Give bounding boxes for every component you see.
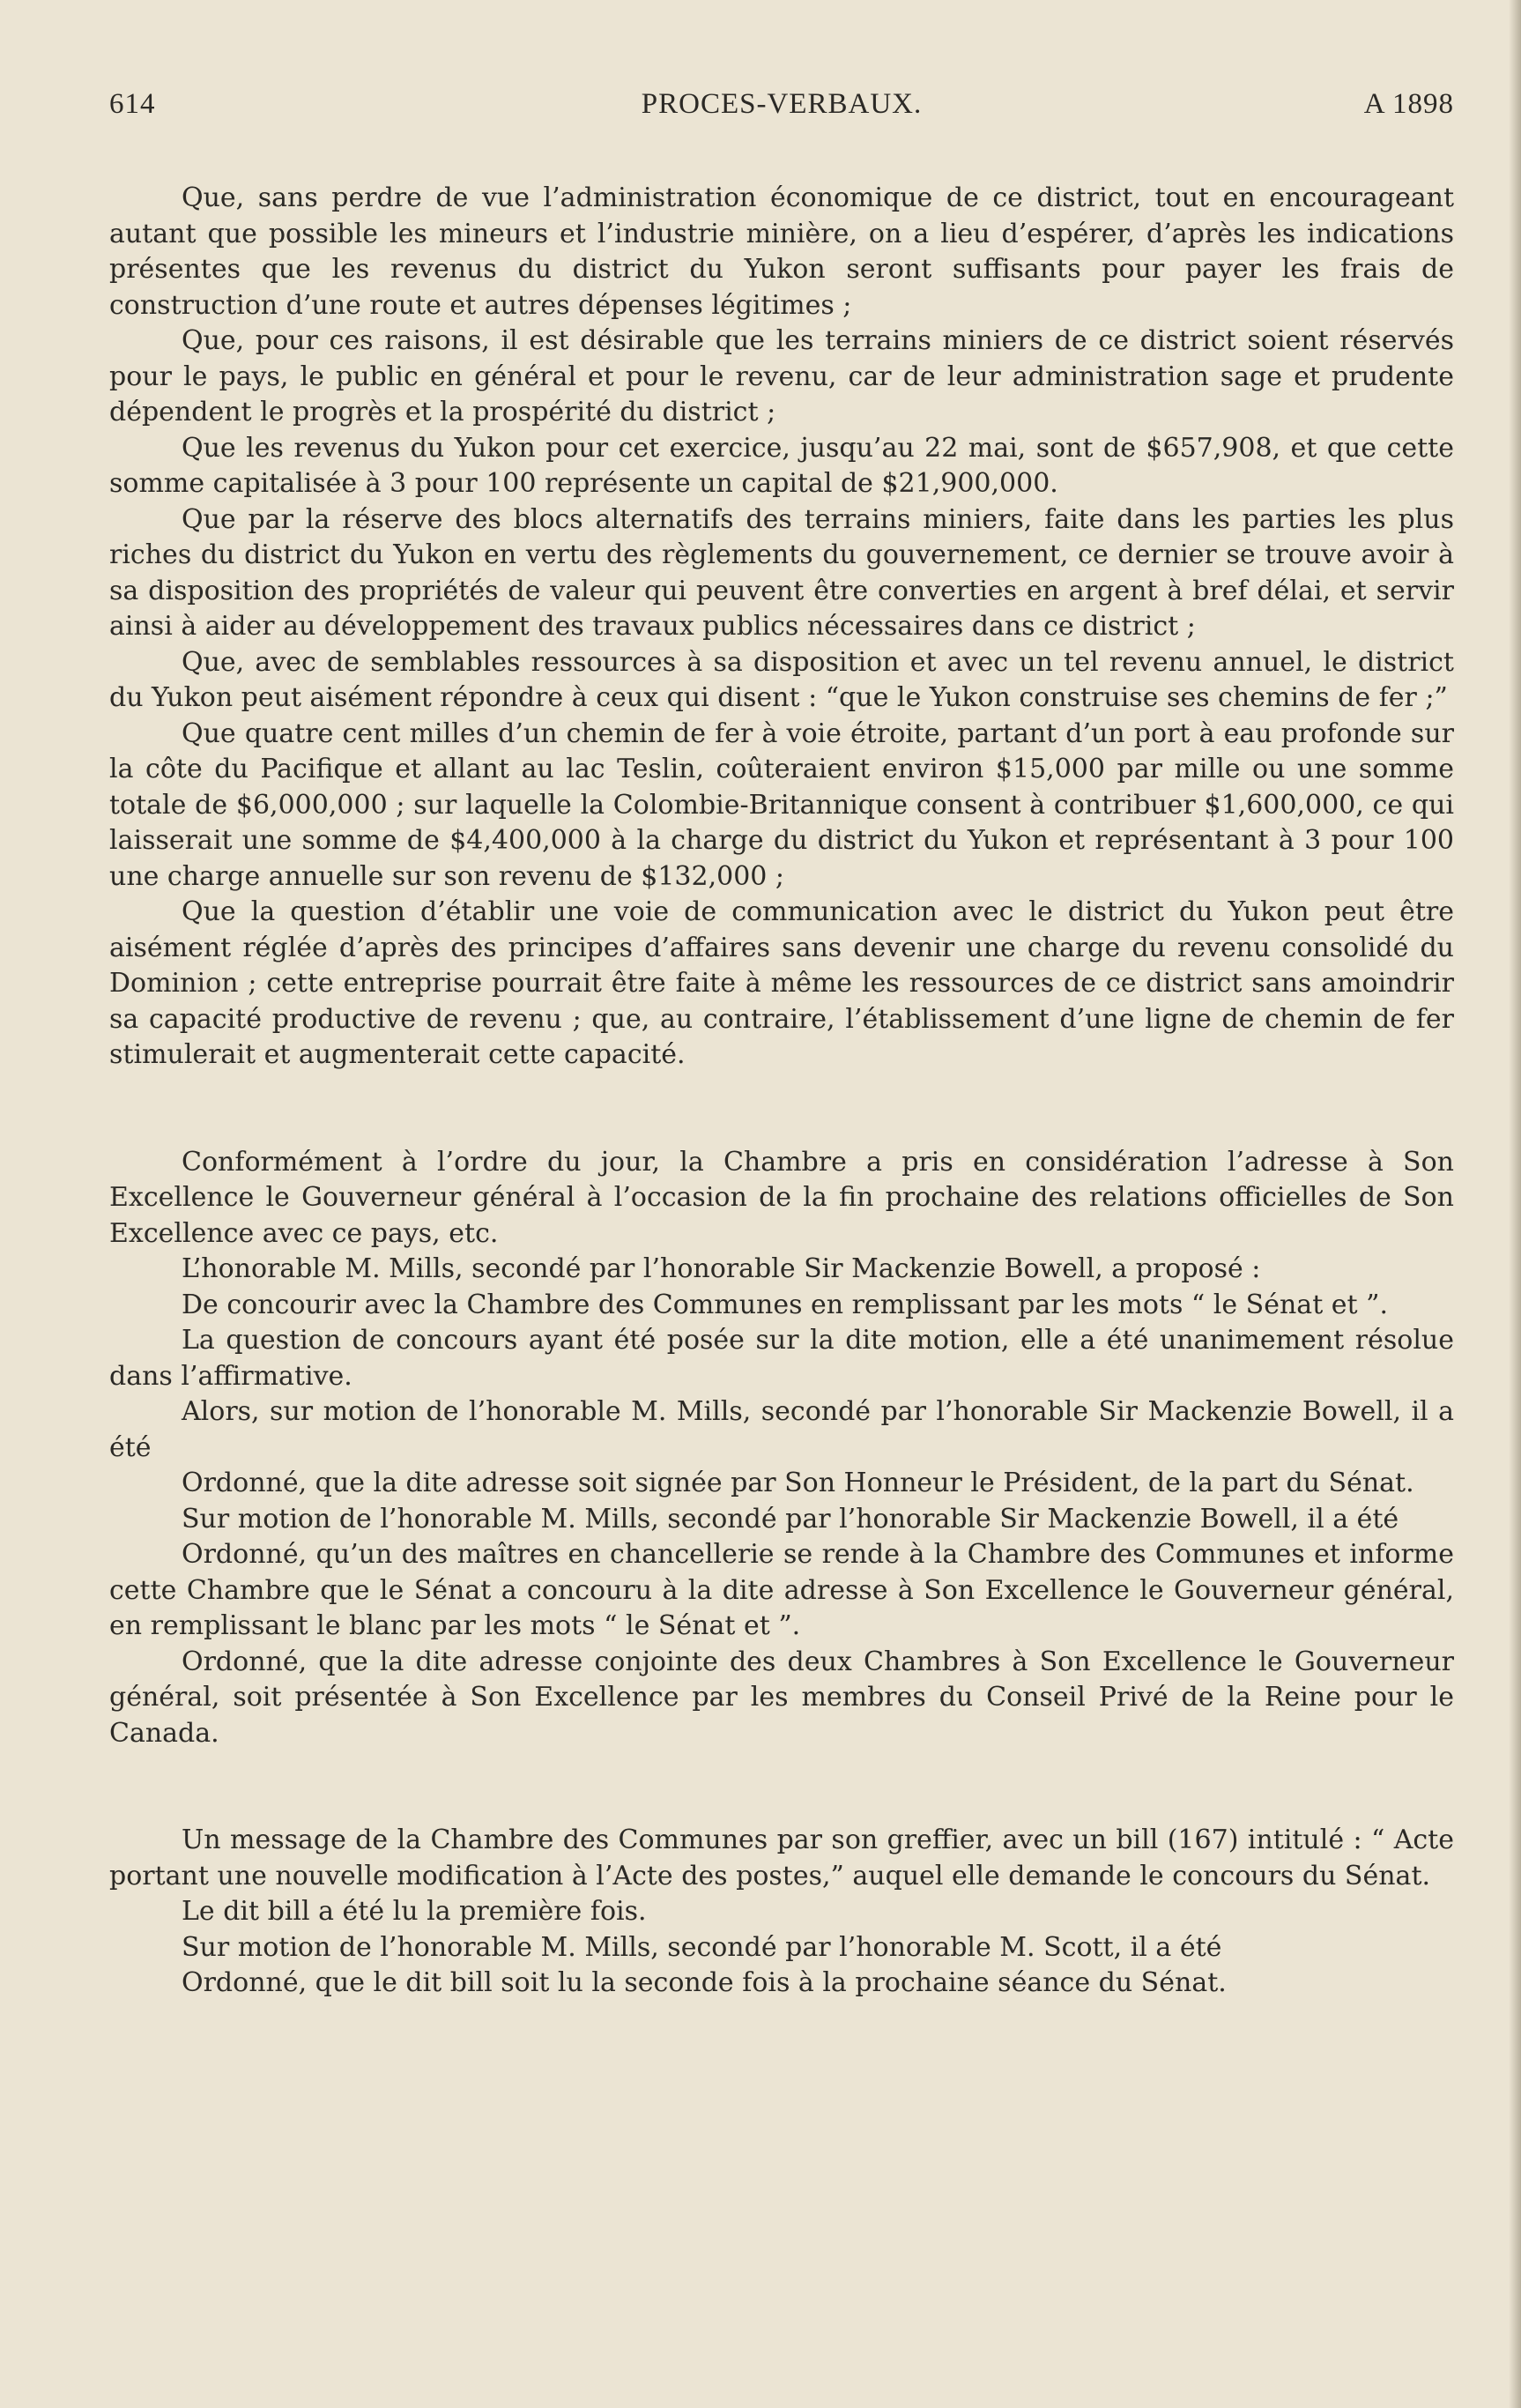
paragraph: Que quatre cent milles d’un chemin de fer à voie étroite, partant d’un port à eau profonde sur la côte du Pacifique et allant au lac Teslin, coûteraient environ $15,000 par mille ou une somme totale de $6,000,000 ; sur laquelle la Colombie-Britannique consent à contribuer $1,600,000, ce qui laisserait une somme de $4,400,000 à la charge du district du Yukon et représentant à 3 pour 100 une charge annuelle sur son revenu de $132,000 ; (109, 717, 1454, 892)
paragraph: Conformément à l’ordre du jour, la Chambre a pris en considération l’adresse à Son Excellence le Gouverneur général à l’occasion de la fin prochaine des relations officielles de Son Excellence avec ce pays, etc. (109, 1146, 1454, 1249)
paragraph: Que, pour ces raisons, il est désirable que les terrains miniers de ce district soient réservés pour le pays, le public en général et pour le revenu, car de leur administration sage et prudente dépendent le progrès et la prospérité du district ; (109, 325, 1454, 427)
session-year: A 1898 (1363, 88, 1454, 120)
paragraph: Que, avec de semblables ressources à sa disposition et avec un tel revenu annuel, le district du Yukon peut aisément répondre à ceux qui disent : “que le Yukon construise ses chemins de fer ;” (109, 646, 1454, 713)
paragraph: Alors, sur motion de l’honorable M. Mills, secondé par l’honorable Sir Mackenzie Bowell, il a été (109, 1396, 1454, 1463)
paragraph: Que les revenus du Yukon pour cet exercice, jusqu’au 22 mai, sont de $657,908, et que cette somme capitalisée à 3 pour 100 représente un capital de $21,900,000. (109, 432, 1454, 499)
running-title: PROCES-VERBAUX. (641, 88, 923, 120)
page-body (109, 181, 1454, 2002)
paragraph: Que par la réserve des blocs alternatifs des terrains miniers, faite dans les parties les plus riches du district du Yukon en vertu des règlements du gouvernement, ce dernier se trouve avoir à sa disposition des propriétés de valeur qui peuvent être converties en argent à bref délai, et servir ainsi à aider au développement des travaux publics nécessaires dans ce district ; (109, 503, 1454, 642)
section-spacer (109, 1074, 1454, 1145)
paragraph: Le dit bill a été lu la première fois. (182, 1896, 647, 1927)
page-header (109, 88, 1454, 132)
paragraph: Un message de la Chambre des Communes par son greffier, avec un bill (167) intitulé : “ Acte portant une nouvelle modification à l’Acte des postes,” auquel elle demande le concours du Sénat. (109, 1825, 1454, 1891)
paragraph: De concourir avec la Chambre des Communes en remplissant par les mots “ le Sénat et ”. (182, 1289, 1388, 1320)
paragraph: Ordonné, que la dite adresse soit signée par Son Honneur le Président, de la part du Sénat. (182, 1468, 1414, 1498)
page-edge-shadow (1509, 0, 1521, 2408)
page-number: 614 (109, 88, 156, 120)
paragraph: Ordonné, que le dit bill soit lu la seconde fois à la prochaine séance du Sénat. (182, 1967, 1227, 1998)
section-spacer (109, 1751, 1454, 1823)
resolutions-block (109, 181, 1454, 1074)
paragraph: L’honorable M. Mills, secondé par l’honorable Sir Mackenzie Bowell, a proposé : (182, 1253, 1261, 1284)
paragraph: Sur motion de l’honorable M. Mills, secondé par l’honorable Sir Mackenzie Bowell, il a été (182, 1503, 1399, 1535)
paragraph: Ordonné, que la dite adresse conjointe des deux Chambres à Son Excellence le Gouverneur général, soit présentée à Son Excellence par les membres du Conseil Privé de la Reine pour le Canada. (109, 1646, 1454, 1749)
paragraph: Que la question d’établir une voie de communication avec le district du Yukon peut être aisément réglée d’après des principes d’affaires sans devenir une charge du revenu consolidé du Dominion ; cette entreprise pourrait être faite à même les ressources de ce district sans amoindrir sa capacité productive de revenu ; que, au contraire, l’établissement d’une ligne de chemin de fer stimulerait et augmenterait cette capacité. (109, 896, 1454, 1070)
bill-message-block (109, 1823, 1454, 2002)
paragraph: La question de concours ayant été posée sur la dite motion, elle a été unanimement résolue dans l’affirmative. (109, 1325, 1454, 1392)
paragraph: Sur motion de l’honorable M. Mills, secondé par l’honorable M. Scott, il a été (182, 1931, 1222, 1963)
paragraph: Que, sans perdre de vue l’administration économique de ce district, tout en encourageant autant que possible les mineurs et l’industrie minière, on a lieu d’espérer, d’après les indications présentes que les revenus du district du Yukon seront suffisants pour payer les frais de construction d’une route et autres dépenses légitimes ; (109, 182, 1454, 321)
paragraph: Ordonné, qu’un des maîtres en chancellerie se rende à la Chambre des Communes et informe cette Chambre que le Sénat a concouru à la dite adresse à Son Excellence le Gouverneur général, en remplissant le blanc par les mots “ le Sénat et ”. (109, 1539, 1454, 1641)
address-block (109, 1145, 1454, 1752)
